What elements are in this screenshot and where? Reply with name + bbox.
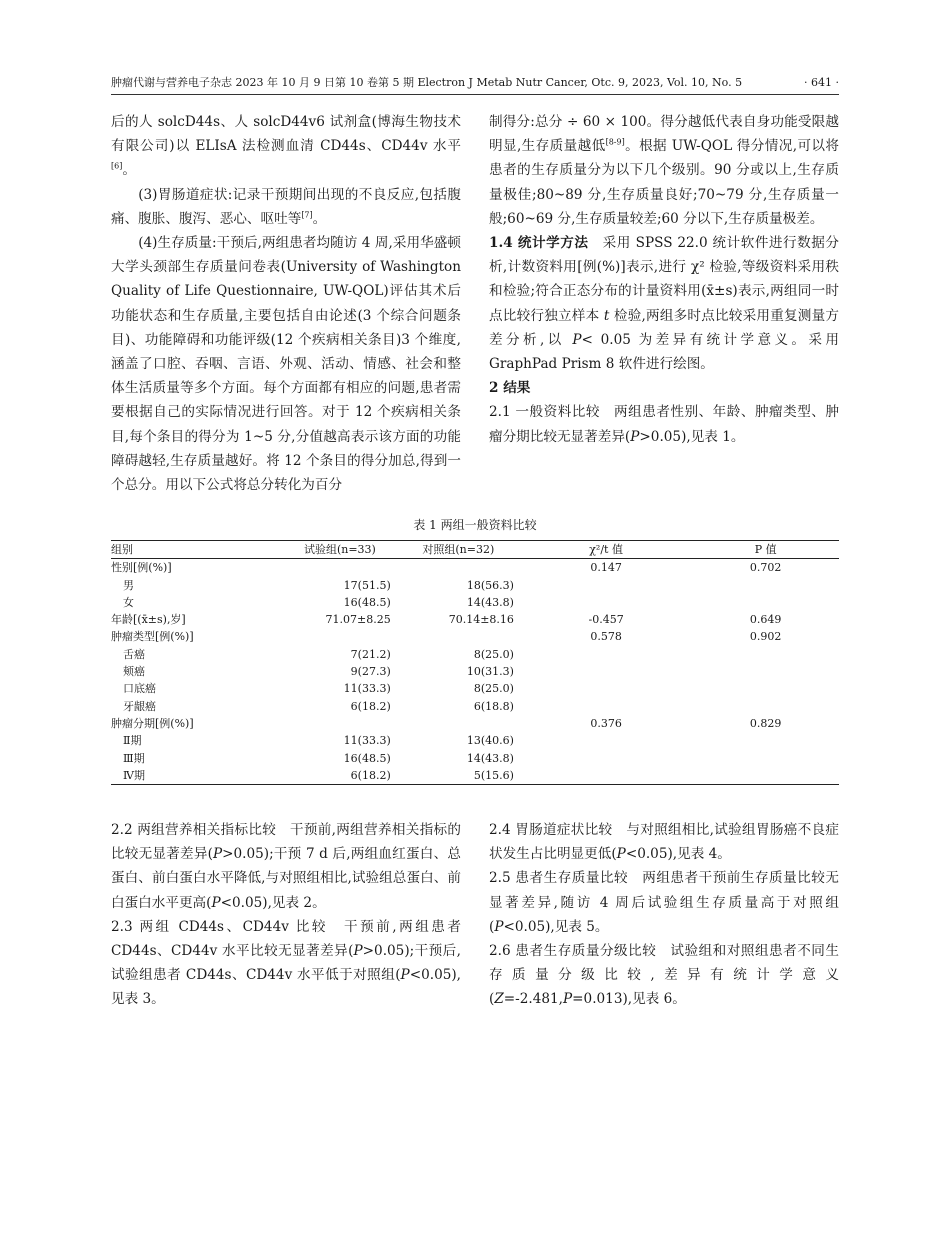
journal-citation: 肿瘤代谢与营养电子杂志 2023 年 10 月 9 日第 10 卷第 5 期 Electron J Metab Nutr Cancer, Otc. 9, 2023, Vol. 10, No. 5 bbox=[111, 76, 743, 89]
table-cell: 18(56.3) bbox=[466, 578, 514, 592]
paragraph: (3)胃肠道症状:记录干预期间出现的不良反应,包括腹痛、腹胀、腹泻、恶心、呕吐等[7]。 bbox=[111, 186, 461, 227]
top-left-column bbox=[111, 110, 461, 497]
table-cell: 0.702 bbox=[749, 561, 782, 575]
table-cell: 16(48.5) bbox=[343, 595, 391, 609]
table-cell bbox=[692, 698, 839, 715]
table-cell bbox=[520, 577, 692, 594]
table-cell: 5(15.6) bbox=[397, 767, 520, 785]
table-cell: 男 bbox=[123, 578, 134, 592]
table-cell: 6(18.2) bbox=[350, 699, 391, 713]
table-cell bbox=[692, 680, 839, 697]
table-cell: 0.578 bbox=[590, 630, 622, 644]
table-cell bbox=[520, 680, 692, 697]
table-row bbox=[111, 611, 839, 628]
table-row bbox=[111, 750, 839, 767]
table-row bbox=[111, 767, 839, 785]
section-heading: 1.4 统计学方法 bbox=[489, 235, 589, 252]
table-cell: 0.649 bbox=[749, 613, 782, 627]
col-header: 组别 bbox=[111, 541, 283, 559]
table-cell bbox=[397, 628, 520, 645]
section-2-4: 2.4 胃肠道症状比较 与对照组相比,试验组胃肠癌不良症状发生占比明显更低(P<0.05),见表 4。 bbox=[489, 822, 839, 863]
table-cell: 0.902 bbox=[749, 630, 782, 644]
table-cell bbox=[283, 628, 397, 645]
paragraph: (4)生存质量:干预后,两组患者均随访 4 周,采用华盛顿大学头颈部生存质量问卷表(University of Washington Quality of Life Questionnaire, UW-QOL)评估其术后功能状态和生存质量,主要包括自由论述(3 个综合问题条目)、功能障碍和功能评级(12 个疾病相关条目)3 个维度,涵盖了口腔、吞咽、言语、外观、活动、情感、社会和整体生活质量等多个方面。每个方面都有相应的问题,患者需要根据自己的实际情况进行回答。对于 12 个疾病相关条目,每个条目的得分为 1~5 分,分值越高表示该方面的功能障碍越轻,生存质量越好。将 12 个条目的得分加总,得到一个总分。用以下公式将总分转化为百分 bbox=[111, 235, 461, 494]
table-row bbox=[111, 559, 839, 577]
table-cell: 8(25.0) bbox=[473, 647, 514, 661]
table-cell bbox=[520, 698, 692, 715]
col-header: P 值 bbox=[692, 541, 839, 559]
table-cell: 11(33.3) bbox=[343, 734, 391, 748]
table-cell bbox=[520, 767, 692, 785]
table-cell bbox=[283, 715, 397, 732]
table-cell: 10(31.3) bbox=[466, 665, 514, 679]
table-cell bbox=[520, 732, 692, 749]
section-heading: 2 结果 bbox=[489, 380, 531, 397]
section-1-4: 1.4 统计学方法 采用 SPSS 22.0 统计软件进行数据分析,计数资料用[例(%)]表示,进行 χ² 检验,等级资料采用秩和检验;符合正态分布的计量资料用(x̄±s)表示,两组同一时点比较行独立样本 t 检验,两组多时点比较采用重复测量方差分析,以 P< 0.05 为差异有统计学意义。采用 GraphPad Prism 8 软件进行绘图。 bbox=[489, 235, 839, 373]
table-title: 表 1 两组一般资料比较 bbox=[413, 518, 537, 532]
col-header: 试验组(n=33) bbox=[283, 541, 397, 559]
table-cell: 性别[例(%)] bbox=[111, 561, 172, 575]
table-cell: 肿瘤分期[例(%)] bbox=[111, 716, 194, 730]
table-cell: 口底癌 bbox=[123, 682, 156, 696]
table-row bbox=[111, 715, 839, 732]
table-cell bbox=[397, 559, 520, 577]
table-row bbox=[111, 680, 839, 697]
section-heading: 2.4 胃肠道症状比较 bbox=[489, 822, 613, 838]
col-header: 对照组(n=32) bbox=[397, 541, 520, 559]
table-row bbox=[111, 698, 839, 715]
table-cell: 6(18.2) bbox=[283, 767, 397, 785]
table-cell bbox=[692, 750, 839, 767]
section-2-1: 2.1 一般资料比较 两组患者性别、年龄、肿瘤类型、肿瘤分期比较无显著差异(P>0.05),见表 1。 bbox=[489, 404, 839, 445]
table-cell bbox=[520, 646, 692, 663]
section-heading: 2.1 一般资料比较 bbox=[489, 404, 600, 421]
bottom-right-column bbox=[489, 818, 839, 1012]
table-cell bbox=[692, 646, 839, 663]
table-cell: 0.376 bbox=[590, 716, 622, 730]
table-cell: 17(51.5) bbox=[343, 578, 391, 592]
table-row bbox=[111, 594, 839, 611]
table-cell: 0.829 bbox=[749, 716, 782, 730]
table-cell bbox=[692, 577, 839, 594]
col-header: χ²/t 值 bbox=[520, 541, 692, 559]
table-row bbox=[111, 732, 839, 749]
table-cell: Ⅳ期 bbox=[111, 767, 283, 785]
table-cell: 8(25.0) bbox=[473, 682, 514, 696]
table-cell: 肿瘤类型[例(%)] bbox=[111, 630, 194, 644]
section-2-6: 2.6 患者生存质量分级比较 试验组和对照组患者不同生存质量分级比较,差异有统计学意义(Z=-2.481,P=0.013),见表 6。 bbox=[489, 943, 839, 1008]
table-cell bbox=[692, 594, 839, 611]
section-heading: 2.3 两组 CD44s、CD44v 比较 bbox=[111, 918, 328, 935]
table-cell bbox=[397, 715, 520, 732]
table-row bbox=[111, 577, 839, 594]
table-cell bbox=[283, 559, 397, 577]
table-cell: Ⅲ期 bbox=[123, 751, 145, 765]
table-cell: 71.07±8.25 bbox=[325, 613, 391, 627]
table-cell bbox=[692, 663, 839, 680]
top-right-column bbox=[489, 110, 839, 449]
table-cell: 7(21.2) bbox=[350, 647, 391, 661]
table-row bbox=[111, 646, 839, 663]
page-number: · 641 · bbox=[804, 76, 839, 89]
table-cell: 颊癌 bbox=[123, 665, 145, 679]
table-cell: 6(18.8) bbox=[473, 699, 514, 713]
table-cell: 0.147 bbox=[590, 561, 622, 575]
table-cell: 13(40.6) bbox=[466, 734, 514, 748]
section-2-5: 2.5 患者生存质量比较 两组患者干预前生存质量比较无显著差异,随访 4 周后试验组生存质量高于对照组(P<0.05),见表 5。 bbox=[489, 870, 839, 935]
table-cell bbox=[520, 750, 692, 767]
section-heading: 2.2 两组营养相关指标比较 bbox=[111, 822, 277, 838]
section-2-3: 2.3 两组 CD44s、CD44v 比较 干预前,两组患者 CD44s、CD44v 水平比较无显著差异(P>0.05);干预后,试验组患者 CD44s、CD44v 水平低于对照组(P<0.05),见表 3。 bbox=[111, 918, 461, 1008]
table-cell: 14(43.8) bbox=[466, 595, 514, 609]
table-cell: 舌癌 bbox=[123, 647, 145, 661]
table-cell: 年龄[(x̄±s),岁] bbox=[111, 613, 186, 627]
table-cell: 女 bbox=[123, 595, 134, 609]
table-row bbox=[111, 663, 839, 680]
section-heading: 2.6 患者生存质量分级比较 bbox=[489, 943, 657, 960]
table-cell: 16(48.5) bbox=[343, 751, 391, 765]
running-header bbox=[111, 74, 839, 95]
table-body bbox=[111, 559, 839, 785]
table-cell bbox=[692, 767, 839, 785]
table-cell: 牙龈癌 bbox=[123, 699, 156, 713]
table-header-row bbox=[111, 541, 839, 559]
table-row bbox=[111, 628, 839, 645]
paragraph: 后的人 solcD44s、人 solcD44v6 试剂盒(博海生物技术有限公司)以 ELIsA 法检测血清 CD44s、CD44v 水平[6]。 bbox=[111, 114, 461, 179]
section-heading: 2.5 患者生存质量比较 bbox=[489, 870, 629, 887]
table-cell: -0.457 bbox=[588, 613, 624, 627]
table-cell: 70.14±8.16 bbox=[448, 613, 514, 627]
paragraph: 制得分:总分 ÷ 60 × 100。得分越低代表自身功能受限越明显,生存质量越低[8-9]。根据 UW-QOL 得分情况,可以将患者的生存质量分为以下几个级别。90 分或以上,生存质量极佳;80~89 分,生存质量良好;70~79 分,生存质量一般;60~69 分,生存质量较差;60 分以下,生存质量极差。 bbox=[489, 114, 840, 227]
bottom-left-column bbox=[111, 818, 461, 1012]
table-cell bbox=[692, 732, 839, 749]
table-cell bbox=[520, 663, 692, 680]
section-2-2: 2.2 两组营养相关指标比较 干预前,两组营养相关指标的比较无显著差异(P>0.05);干预 7 d 后,两组血红蛋白、总蛋白、前白蛋白水平降低,与对照组相比,试验组总蛋白、前白蛋白水平更高(P<0.05),见表 2。 bbox=[111, 822, 461, 911]
table-cell: 14(43.8) bbox=[466, 751, 514, 765]
table-cell: 11(33.3) bbox=[343, 682, 391, 696]
table-cell: 9(27.3) bbox=[350, 665, 391, 679]
table-cell bbox=[520, 594, 692, 611]
table-cell: Ⅱ期 bbox=[123, 734, 142, 748]
table-1 bbox=[111, 540, 839, 785]
